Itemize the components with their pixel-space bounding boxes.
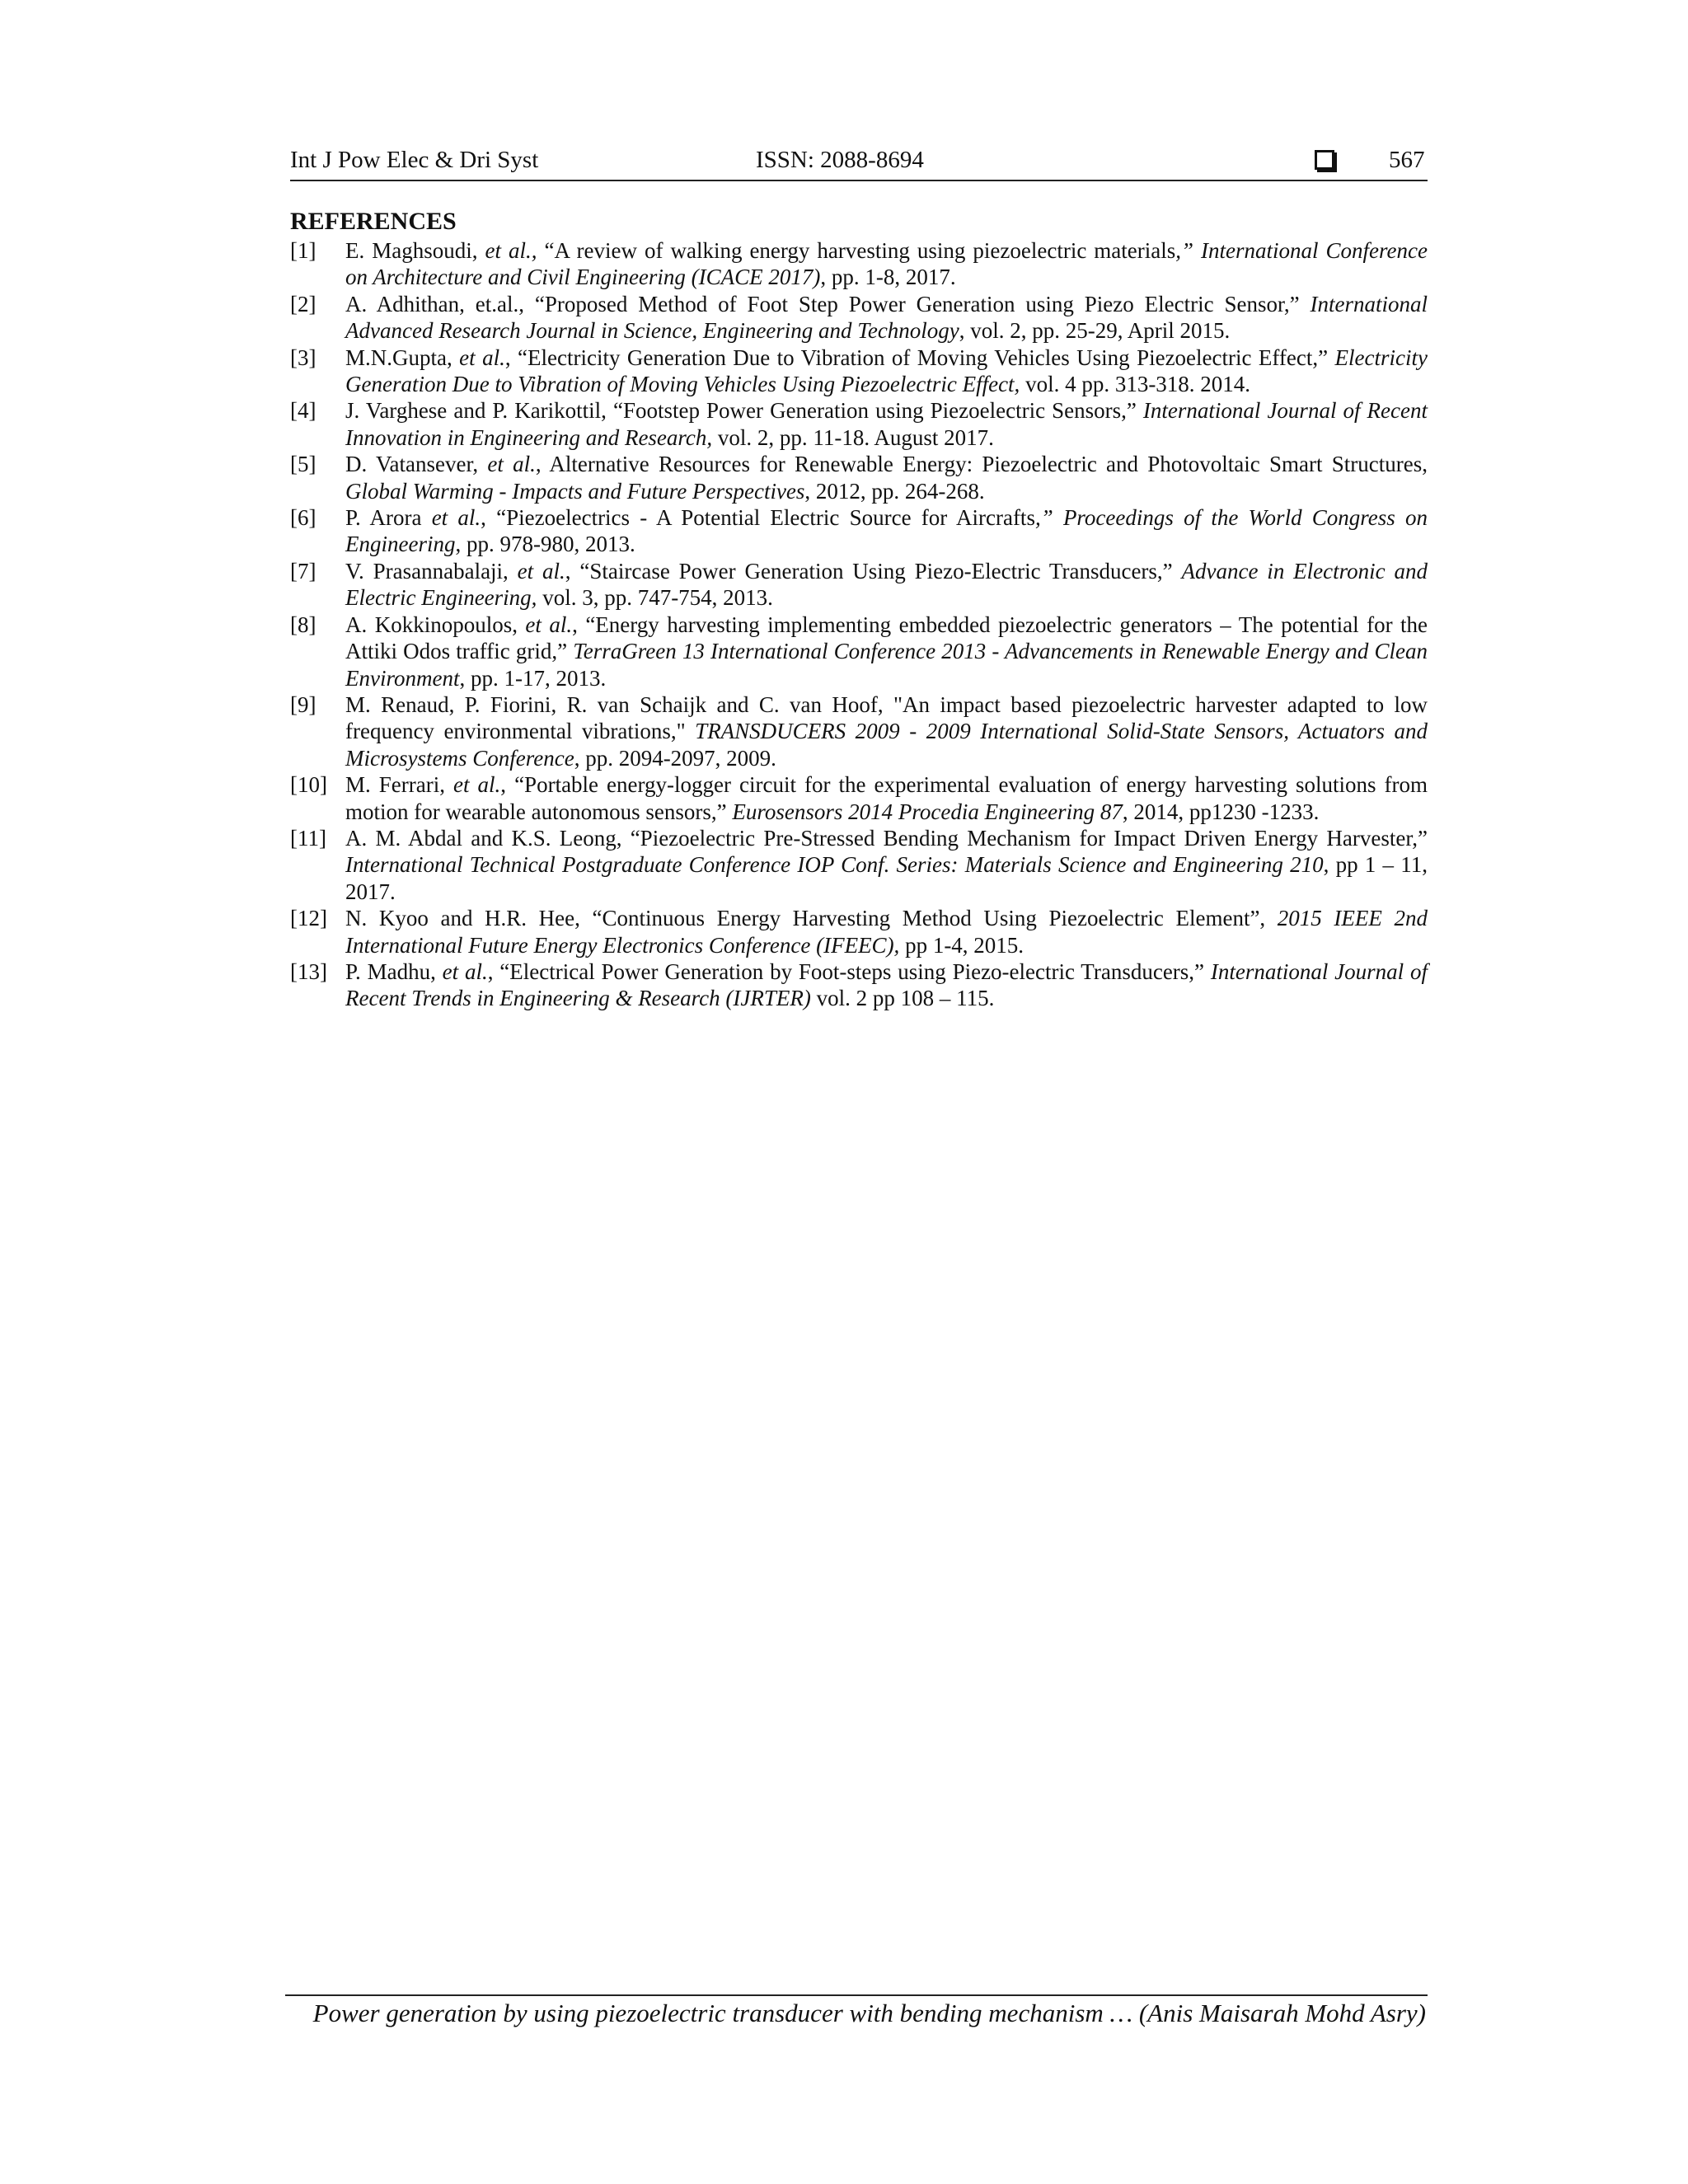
reference-text xyxy=(345,559,1428,610)
reference-segment: , pp 1 – 11, 2017. xyxy=(345,852,1428,904)
reference-number: [8] xyxy=(290,612,316,637)
reference-item xyxy=(290,905,1428,958)
reference-number: [5] xyxy=(290,452,316,477)
reference-italic-segment: International Journal of Recent Innovation in Engineering and Research, xyxy=(345,398,1428,450)
reference-number: [13] xyxy=(290,958,327,984)
reference-item xyxy=(290,558,1428,612)
reference-number: [6] xyxy=(290,505,316,531)
square-icon xyxy=(1315,150,1334,170)
reference-italic-segment: International Journal of Recent Trends in Engineering & Research (IJRTER) xyxy=(345,958,1428,1011)
journal-abbreviation: Int J Pow Elec & Dri Syst xyxy=(290,147,539,173)
reference-list xyxy=(290,237,1428,1012)
reference-text xyxy=(345,906,1428,957)
reference-number: [10] xyxy=(290,772,327,798)
reference-italic-segment: et al. xyxy=(459,344,505,370)
references-heading: REFERENCES xyxy=(290,208,457,235)
page-number: 567 xyxy=(1389,147,1425,173)
reference-text xyxy=(345,612,1428,691)
reference-italic-segment: Advance in Electronic and Electric Engineering, xyxy=(345,558,1428,611)
reference-segment: pp 1-4, 2015. xyxy=(899,932,1025,958)
reference-segment: , “Portable energy-logger circuit for the experimental evaluation of energy harvesting solutions from motion for wearable autonomous sensors,” xyxy=(345,772,1428,824)
reference-number: [11] xyxy=(290,825,326,851)
reference-segment: N. Kyoo and H.R. Hee, “Continuous Energy Harvesting Method Using Piezoelectric Element”, xyxy=(345,906,1278,931)
reference-item xyxy=(290,825,1428,905)
reference-text xyxy=(345,398,1428,449)
reference-text xyxy=(345,826,1428,904)
reference-segment: , pp. 1-8, 2017. xyxy=(820,265,956,290)
reference-item xyxy=(290,771,1428,825)
reference-segment: , “Energy harvesting implementing embedded piezoelectric generators – The potential for the Attiki Odos traffic grid,” xyxy=(345,612,1428,664)
reference-italic-segment: et al. xyxy=(517,558,565,583)
reference-segment: A. Kokkinopoulos, xyxy=(345,612,526,637)
reference-segment: D. Vatansever, xyxy=(345,452,488,477)
reference-segment: , “Staircase Power Generation Using Piezo-Electric Transducers,” xyxy=(565,558,1182,583)
reference-number: [7] xyxy=(290,558,316,583)
reference-item xyxy=(290,691,1428,771)
reference-item xyxy=(290,958,1428,1012)
reference-segment: , pp. 978-980, 2013. xyxy=(455,532,635,557)
footer-title-author: Power generation by using piezoelectric transducer with bending mechanism … (Anis Maisarah Mohd Asry) xyxy=(312,1999,1426,2027)
footer-rule xyxy=(285,1994,1428,1996)
reference-segment: , 2012, pp. 264-268. xyxy=(804,478,985,504)
reference-number: [3] xyxy=(290,344,316,370)
reference-segment: M. Ferrari, xyxy=(345,772,454,798)
reference-number: [1] xyxy=(290,238,316,263)
reference-italic-segment: International Technical Postgraduate Conference IOP Conf. Series: Materials Science and Engineering 210 xyxy=(345,852,1324,878)
reference-italic-segment: Eurosensors 2014 Procedia Engineering 87 xyxy=(732,799,1123,824)
reference-italic-segment: TRANSDUCERS 2009 - 2009 International Solid-State Sensors, Actuators and Microsystems Conference xyxy=(345,719,1428,771)
reference-segment: vol. 2, pp. 11-18. August 2017. xyxy=(712,424,994,450)
reference-item xyxy=(290,504,1428,558)
reference-italic-segment: 2015 IEEE 2nd International Future Energy Electronics Conference (IFEEC), xyxy=(345,906,1428,958)
reference-number: [9] xyxy=(290,691,316,717)
reference-italic-segment: et al. xyxy=(487,452,536,477)
reference-segment: A. Adhithan, et.al., “Proposed Method of Foot Step Power Generation using Piezo Electric Sensor,” xyxy=(345,291,1311,316)
reference-item xyxy=(290,451,1428,504)
reference-text xyxy=(345,452,1428,503)
reference-text xyxy=(345,772,1428,823)
reference-segment: P. Madhu, xyxy=(345,958,443,984)
reference-italic-segment: et al. xyxy=(525,612,573,637)
reference-text xyxy=(345,345,1428,396)
issn: ISSN: 2088-8694 xyxy=(756,147,924,173)
reference-text xyxy=(345,238,1428,289)
reference-segment: , “Electrical Power Generation by Foot-steps using Piezo-electric Transducers,” xyxy=(487,958,1211,984)
reference-number: [2] xyxy=(290,291,316,316)
reference-segment: vol. 4 pp. 313-318. 2014. xyxy=(1020,372,1251,397)
reference-text xyxy=(345,292,1428,343)
reference-italic-segment: Global Warming - Impacts and Future Perspectives xyxy=(345,478,805,504)
reference-segment: , 2014, pp1230 -1233. xyxy=(1122,799,1320,824)
reference-number: [12] xyxy=(290,906,327,931)
reference-italic-segment: ,” Proceedings of the World Congress on Engineering xyxy=(345,505,1428,557)
reference-segment: P. Arora xyxy=(345,505,432,531)
reference-segment: A. M. Abdal and K.S. Leong, “Piezoelectric Pre-Stressed Bending Mechanism for Impact Driven Energy Harvester,” xyxy=(345,825,1428,851)
reference-segment: M.N.Gupta, xyxy=(345,344,460,370)
reference-text xyxy=(345,692,1428,771)
reference-segment: , pp. 1-17, 2013. xyxy=(459,665,607,691)
reference-italic-segment: et al. xyxy=(453,772,501,798)
reference-segment: , “Piezoelectrics - A Potential Electric Source for Aircrafts xyxy=(481,505,1035,531)
reference-text xyxy=(345,505,1428,556)
reference-item xyxy=(290,237,1428,291)
reference-item xyxy=(290,344,1428,398)
reference-italic-segment: Electricity Generation Due to Vibration of Moving Vehicles Using Piezoelectric Effect, xyxy=(345,344,1428,397)
reference-segment: M. Renaud, P. Fiorini, R. van Schaijk and C. van Hoof, "An impact based piezoelectric harvester adapted to low frequency environmental vibrations," xyxy=(345,691,1428,744)
reference-number: [4] xyxy=(290,398,316,424)
reference-segment: vol. 2 pp 108 – 115. xyxy=(810,986,995,1011)
reference-text xyxy=(345,959,1428,1010)
reference-segment: , pp. 2094-2097, 2009. xyxy=(574,745,776,771)
reference-italic-segment: et al., xyxy=(485,238,537,263)
reference-italic-segment: TerraGreen 13 International Conference 2013 - Advancements in Renewable Energy and Clean Environment xyxy=(345,639,1428,691)
reference-italic-segment: ,” International Conference on Architecture and Civil Engineering (ICACE 2017) xyxy=(345,238,1428,290)
reference-segment: , Alternative Resources for Renewable Energy: Piezoelectric and Photovoltaic Smart Structures, xyxy=(535,452,1428,477)
reference-segment: , vol. 2, pp. 25-29, April 2015. xyxy=(959,318,1231,344)
reference-italic-segment: et al. xyxy=(431,505,481,531)
reference-segment: , “Electricity Generation Due to Vibration of Moving Vehicles Using Piezoelectric Effect,” xyxy=(504,344,1335,370)
reference-segment: “A review of walking energy harvesting using piezoelectric materials xyxy=(537,238,1176,263)
reference-item xyxy=(290,612,1428,691)
running-header xyxy=(290,145,1428,181)
reference-segment: V. Prasannabalaji, xyxy=(345,558,518,583)
reference-item xyxy=(290,291,1428,344)
reference-segment: vol. 3, pp. 747-754, 2013. xyxy=(537,585,773,611)
reference-item xyxy=(290,397,1428,451)
reference-segment: J. Varghese and P. Karikottil, “Footstep Power Generation using Piezoelectric Sensors,” xyxy=(345,398,1143,424)
reference-italic-segment: et al. xyxy=(442,958,488,984)
reference-segment: E. Maghsoudi, xyxy=(345,238,485,263)
reference-italic-segment: International Advanced Research Journal in Science, Engineering and Technology xyxy=(345,291,1428,344)
